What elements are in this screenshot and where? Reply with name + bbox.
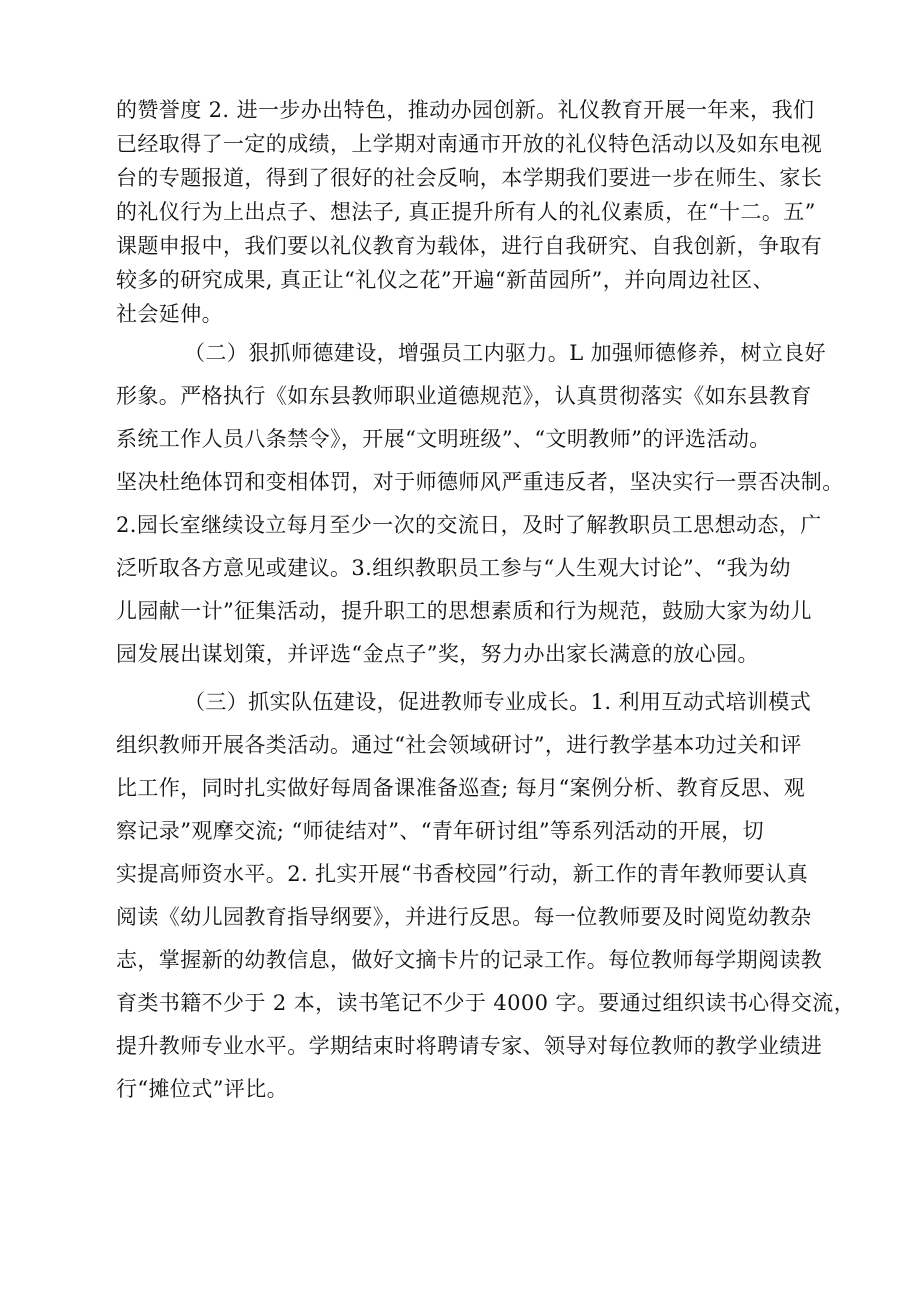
paragraph-1-line-4: 的礼仪行为上出点子、想法子, 真正提升所有人的礼仪素质，在“十二。五” [116,200,816,224]
paragraph-3-line-5: 实提高师资水平。2. 扎实开展“书香校园”行动，新工作的青年教师要认真 [116,862,809,886]
paragraph-2-line-4: 坚决杜绝体罚和变相体罚，对于师德师风严重违反者，坚决实行一票否决制。 [116,470,844,494]
paragraph-3-line-10: 行“摊位式”评比。 [116,1077,289,1101]
paragraph-3-line-1: （三）抓实队伍建设，促进教师专业成长。1. 利用互动式培训模式 [184,690,812,714]
paragraph-1-line-3: 台的专题报道，得到了很好的社会反响，本学期我们要进一步在师生、家长 [116,166,823,190]
paragraph-2-line-1: （二）狠抓师德建设，增强员工内驱力。L 加强师德修养，树立良好 [184,341,827,365]
paragraph-2-line-6: 泛听取各方意见或建议。3.组织教职员工参与“人生观大讨论”、“我为幼 [116,556,791,580]
paragraph-2-line-3: 系统工作人员八条禁令》，开展“文明班级”、“文明教师”的评选活动。 [116,427,771,451]
paragraph-2-line-8: 园发展出谋划策，并评选“金点子”奖，努力办出家长满意的放心园。 [116,642,759,666]
paragraph-1-line-2: 已经取得了一定的成绩，上学期对南通市开放的礼仪特色活动以及如东电视 [116,132,823,156]
paragraph-2-line-2: 形象。严格执行《如东县教师职业道德规范》，认真贯彻落实《如东县教育 [116,384,812,408]
paragraph-1-line-7: 社会延伸。 [116,302,223,326]
paragraph-3-line-2: 组织教师开展各类活动。通过“社会领域研讨”，进行教学基本功过关和评 [116,733,802,757]
paragraph-3-line-4: 察记录”观摩交流; “师徒结对”、“青年研讨组”等系列活动的开展，切 [116,819,765,843]
paragraph-3-line-9: 提升教师专业水平。学期结束时将聘请专家、领导对每位教师的教学业绩进 [116,1034,823,1058]
paragraph-2-line-7: 儿园献一计”征集活动，提升职工的思想素质和行为规范，鼓励大家为幼儿 [116,599,812,623]
paragraph-2-line-5: 2.园长室继续设立每月至少一次的交流日，及时了解教职员工思想动态，广 [116,513,822,537]
paragraph-3-line-3: 比工作，同时扎实做好每周备课准备巡查; 每月“案例分析、教育反思、观 [116,776,806,800]
paragraph-1-line-5: 课题申报中，我们要以礼仪教育为载体，进行自我研究、自我创新，争取有 [116,234,823,258]
paragraph-1-line-6: 较多的研究成果, 真正让“礼仪之花”开遍“新苗园所”，并向周边社区、 [116,268,774,292]
paragraph-3-line-7: 志，掌握新的幼教信息，做好文摘卡片的记录工作。每位教师每学期阅读教 [116,948,823,972]
paragraph-3-line-6: 阅读《幼儿园教育指导纲要》，并进行反思。每一位教师要及时阅览幼教杂 [116,905,812,929]
paragraph-1-line-1: 的赞誉度 2. 进一步办出特色，推动办园创新。礼仪教育开展一年来，我们 [116,98,815,122]
paragraph-3-line-8: 育类书籍不少于 2 本，读书笔记不少于 4000 字。要通过组织读书心得交流， [116,991,856,1015]
